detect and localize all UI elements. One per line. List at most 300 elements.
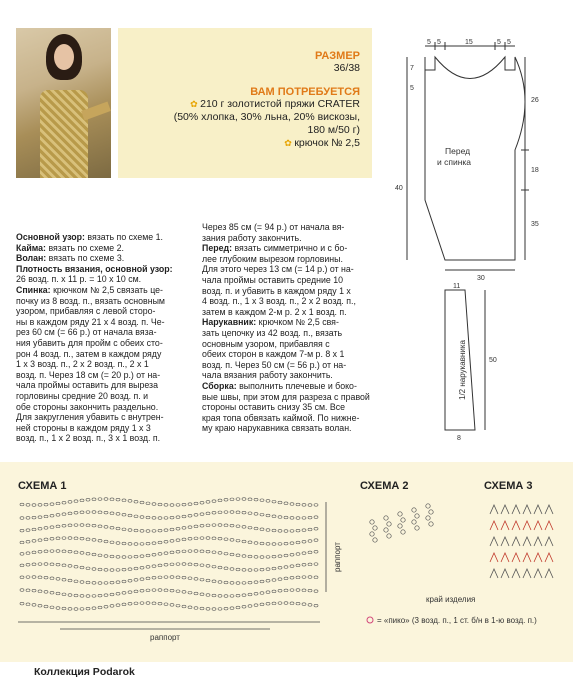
- chain-stitch-icon: [146, 554, 150, 557]
- chain-stitch-icon: [212, 537, 216, 540]
- chain-stitch-icon: [140, 555, 144, 558]
- chain-stitch-icon: [194, 563, 198, 566]
- chain-stitch-icon: [56, 607, 60, 610]
- chain-stitch-icon: [212, 580, 216, 583]
- chain-stitch-icon: [122, 542, 126, 545]
- chain-stitch-icon: [260, 603, 264, 606]
- instruction-line: Для закругления убавить с внутрен-: [16, 412, 164, 423]
- chain-stitch-icon: [68, 594, 72, 597]
- chain-stitch-icon: [20, 529, 24, 532]
- chain-stitch-icon: [272, 529, 276, 532]
- chain-stitch-icon: [429, 522, 433, 526]
- chain-stitch-icon: [86, 524, 90, 527]
- chain-stitch-icon: [68, 608, 72, 611]
- chain-stitch-icon: [56, 525, 60, 528]
- chain-stitch-icon: [290, 565, 294, 568]
- double-crochet-icon: [523, 521, 531, 530]
- chain-stitch-icon: [98, 582, 102, 585]
- chain-stitch-icon: [415, 514, 419, 518]
- chain-stitch-icon: [200, 593, 204, 596]
- chain-stitch-icon: [164, 517, 168, 520]
- chain-stitch-icon: [92, 568, 96, 571]
- double-crochet-icon: [545, 505, 553, 514]
- chain-stitch-icon: [272, 515, 276, 518]
- chain-stitch-icon: [152, 503, 156, 506]
- chain-stitch-icon: [140, 516, 144, 519]
- chain-stitch-icon: [62, 524, 66, 527]
- chain-stitch-icon: [266, 500, 270, 503]
- chain-stitch-icon: [188, 514, 192, 517]
- chain-stitch-icon: [80, 511, 84, 514]
- chain-stitch-icon: [278, 543, 282, 546]
- chain-stitch-icon: [182, 538, 186, 541]
- chain-stitch-icon: [426, 504, 430, 508]
- chain-stitch-icon: [80, 581, 84, 584]
- instruction-line: возд. п. и убавить в каждом ряду 1 х: [202, 285, 351, 296]
- double-crochet-icon: [545, 569, 553, 578]
- chain-stitch-icon: [218, 499, 222, 502]
- schema-3-title: СХЕМА 3: [484, 480, 533, 492]
- chain-stitch-icon: [314, 563, 318, 566]
- chain-stitch-icon: [266, 602, 270, 605]
- chain-stitch-icon: [314, 527, 318, 530]
- chain-stitch-icon: [164, 529, 168, 532]
- size-label: РАЗМЕР: [314, 50, 360, 62]
- chain-stitch-icon: [260, 528, 264, 531]
- chain-stitch-icon: [44, 515, 48, 518]
- size-value: 36/38: [333, 62, 360, 74]
- chain-stitch-icon: [158, 541, 162, 544]
- chain-stitch-icon: [266, 579, 270, 582]
- chain-stitch-icon: [212, 608, 216, 611]
- chain-stitch-icon: [170, 576, 174, 579]
- chain-stitch-icon: [62, 537, 66, 540]
- double-crochet-icon: [501, 505, 509, 514]
- instruction-line: ния убавить для пройм с обеих сто-: [16, 337, 163, 348]
- chain-stitch-icon: [290, 517, 294, 520]
- chain-stitch-icon: [74, 524, 78, 527]
- chain-stitch-icon: [68, 537, 72, 540]
- chain-stitch-icon: [278, 501, 282, 504]
- chain-stitch-icon: [134, 567, 138, 570]
- instruction-line: рон 4 возд. п., затем в каждом ряду: [16, 348, 162, 359]
- chain-stitch-icon: [98, 554, 102, 557]
- chain-stitch-icon: [176, 527, 180, 530]
- chain-stitch-icon: [92, 582, 96, 585]
- chain-stitch-icon: [248, 555, 252, 558]
- chain-stitch-icon: [170, 563, 174, 566]
- chain-stitch-icon: [134, 515, 138, 518]
- chain-stitch-icon: [122, 513, 126, 516]
- chain-stitch-icon: [272, 543, 276, 546]
- chain-stitch-icon: [176, 576, 180, 579]
- chain-stitch-icon: [284, 577, 288, 580]
- chain-stitch-icon: [26, 529, 30, 532]
- chain-stitch-icon: [92, 524, 96, 527]
- chain-stitch-icon: [74, 580, 78, 583]
- chain-stitch-icon: [272, 555, 276, 558]
- chain-stitch-icon: [170, 540, 174, 543]
- instruction-line: края топа обвязать каймой. По нижне-: [202, 412, 360, 423]
- chain-stitch-icon: [284, 516, 288, 519]
- chain-stitch-icon: [140, 578, 144, 581]
- chain-stitch-icon: [296, 517, 300, 520]
- chain-stitch-icon: [248, 593, 252, 596]
- double-crochet-icon: [545, 537, 553, 546]
- chain-stitch-icon: [302, 529, 306, 532]
- double-crochet-icon: [490, 569, 498, 578]
- chain-stitch-icon: [68, 579, 72, 582]
- chain-stitch-icon: [170, 528, 174, 531]
- schema-1-title: СХЕМА 1: [18, 480, 67, 492]
- chain-stitch-icon: [104, 511, 108, 514]
- chain-stitch-icon: [134, 602, 138, 605]
- chain-stitch-icon: [104, 526, 108, 529]
- chain-stitch-icon: [236, 568, 240, 571]
- chain-stitch-icon: [62, 550, 66, 553]
- chain-stitch-icon: [230, 524, 234, 527]
- chain-stitch-icon: [236, 539, 240, 542]
- double-crochet-icon: [512, 505, 520, 514]
- chain-stitch-icon: [32, 576, 36, 579]
- dim-right-2: 18: [531, 167, 539, 174]
- instruction-line: чала проймы оставить средние 10: [202, 274, 343, 285]
- chain-stitch-icon: [212, 594, 216, 597]
- dim-sleeve-len: 50: [489, 357, 497, 364]
- instruction-line: вые швы, при этом для разреза с правой: [202, 391, 370, 402]
- double-crochet-icon: [545, 521, 553, 530]
- dim-right-1: 26: [531, 97, 539, 104]
- instruction-line: му краю нарукавника связать волан.: [202, 423, 352, 434]
- edge-label: край изделия: [426, 595, 476, 604]
- chain-stitch-icon: [86, 511, 90, 514]
- chain-stitch-icon: [206, 537, 210, 540]
- chain-stitch-icon: [314, 590, 318, 593]
- chain-stitch-icon: [98, 568, 102, 571]
- chain-stitch-icon: [370, 520, 374, 524]
- chain-stitch-icon: [242, 582, 246, 585]
- dim-top-4: 5: [497, 39, 501, 46]
- instruction-line: Через 85 см (= 94 р.) от начала вя-: [202, 222, 345, 232]
- instruction-line: зания работу закончить.: [202, 232, 302, 243]
- chain-stitch-icon: [32, 516, 36, 519]
- chain-stitch-icon: [370, 532, 374, 536]
- chain-stitch-icon: [44, 503, 48, 506]
- chain-stitch-icon: [170, 589, 174, 592]
- dim-top-3: 15: [465, 39, 473, 46]
- instruction-line: почку из 8 возд. п., вязать основным: [16, 295, 165, 306]
- chain-stitch-icon: [26, 576, 30, 579]
- chain-stitch-icon: [218, 608, 222, 611]
- chain-stitch-icon: [128, 529, 132, 532]
- chain-stitch-icon: [128, 543, 132, 546]
- chain-stitch-icon: [182, 515, 186, 518]
- instruction-line: 4 возд. п., 1 х 3 возд. п., 2 х 2 возд. п.,: [202, 296, 356, 307]
- model-crochet-top: [40, 90, 88, 178]
- chain-stitch-icon: [398, 524, 402, 528]
- instruction-heading: Сборка:: [202, 380, 237, 391]
- chain-stitch-icon: [248, 569, 252, 572]
- chain-stitch-icon: [44, 591, 48, 594]
- chain-stitch-icon: [80, 499, 84, 502]
- chain-stitch-icon: [128, 602, 132, 605]
- chain-stitch-icon: [284, 566, 288, 569]
- chain-stitch-icon: [152, 589, 156, 592]
- chain-stitch-icon: [134, 555, 138, 558]
- dim-30: 30: [477, 275, 485, 282]
- chain-stitch-icon: [80, 537, 84, 540]
- chain-stitch-icon: [254, 592, 258, 595]
- double-crochet-icon: [534, 521, 542, 530]
- chain-stitch-icon: [308, 563, 312, 566]
- chain-stitch-icon: [176, 539, 180, 542]
- chain-stitch-icon: [188, 577, 192, 580]
- chain-stitch-icon: [236, 582, 240, 585]
- chain-stitch-icon: [74, 511, 78, 514]
- instruction-line: Нарукавник: крючком № 2,5 свя-: [202, 317, 339, 328]
- chain-stitch-icon: [44, 563, 48, 566]
- chain-stitch-icon: [314, 604, 318, 607]
- yarn-line-1: ✿ 210 г золотистой пряжи CRATER: [190, 98, 360, 110]
- chain-stitch-icon: [32, 540, 36, 543]
- chain-stitch-icon: [164, 540, 168, 543]
- chain-stitch-icon: [74, 551, 78, 554]
- chain-stitch-icon: [158, 517, 162, 520]
- chain-stitch-icon: [80, 595, 84, 598]
- chain-stitch-icon: [164, 552, 168, 555]
- chain-stitch-icon: [116, 604, 120, 607]
- chain-stitch-icon: [134, 529, 138, 532]
- instruction-heading: Кайма:: [16, 242, 46, 253]
- chain-stitch-icon: [254, 542, 258, 545]
- chain-stitch-icon: [296, 576, 300, 579]
- chain-stitch-icon: [98, 498, 102, 501]
- chain-stitch-icon: [242, 555, 246, 558]
- chain-stitch-icon: [302, 603, 306, 606]
- chain-stitch-icon: [272, 602, 276, 605]
- chain-stitch-icon: [182, 527, 186, 530]
- size-block: [315, 50, 360, 75]
- chain-stitch-icon: [254, 527, 258, 530]
- sleeve-label: 1/2 нарукавника: [458, 340, 467, 400]
- chain-stitch-icon: [284, 554, 288, 557]
- chain-stitch-icon: [104, 605, 108, 608]
- chain-stitch-icon: [200, 607, 204, 610]
- chain-stitch-icon: [260, 499, 264, 502]
- chain-stitch-icon: [236, 525, 240, 528]
- instruction-line: 26 возд. п. х 11 р. = 10 х 10 см.: [16, 274, 142, 285]
- instruction-line: возд. п. Через 50 см (= 56 р.) от на-: [202, 359, 347, 370]
- dim-top-1: 5: [427, 39, 431, 46]
- chain-stitch-icon: [284, 589, 288, 592]
- chain-stitch-icon: [218, 552, 222, 555]
- chain-stitch-icon: [62, 501, 66, 504]
- double-crochet-icon: [512, 537, 520, 546]
- schema-3-stitches: [490, 505, 553, 578]
- chain-stitch-icon: [236, 606, 240, 609]
- chain-stitch-icon: [110, 593, 114, 596]
- chain-stitch-icon: [230, 511, 234, 514]
- chain-stitch-icon: [122, 556, 126, 559]
- yarn-line-2: (50% хлопка, 30% льна, 20% вискозы,: [173, 111, 360, 123]
- chain-stitch-icon: [74, 565, 78, 568]
- chain-stitch-icon: [302, 552, 306, 555]
- chain-stitch-icon: [218, 581, 222, 584]
- chain-stitch-icon: [44, 527, 48, 530]
- chain-stitch-icon: [140, 566, 144, 569]
- chain-stitch-icon: [116, 542, 120, 545]
- chain-stitch-icon: [122, 568, 126, 571]
- chain-stitch-icon: [308, 504, 312, 507]
- chain-stitch-icon: [176, 550, 180, 553]
- instruction-line: стороны оставить снизу 35 см. Все: [202, 402, 346, 413]
- chain-stitch-icon: [314, 550, 318, 553]
- chain-stitch-icon: [194, 607, 198, 610]
- chain-stitch-icon: [200, 513, 204, 516]
- chain-stitch-icon: [38, 527, 42, 530]
- double-crochet-icon: [501, 553, 509, 562]
- chain-stitch-icon: [98, 511, 102, 514]
- instruction-heading: Перед:: [202, 243, 232, 254]
- chain-stitch-icon: [290, 503, 294, 506]
- instruction-line: зать цепочку из 42 возд. п., вязать: [202, 327, 343, 338]
- double-crochet-icon: [490, 553, 498, 562]
- chain-stitch-icon: [158, 589, 162, 592]
- chain-stitch-icon: [146, 530, 150, 533]
- instruction-line: Основной узор: вязать по схеме 1.: [16, 232, 163, 242]
- chain-stitch-icon: [308, 551, 312, 554]
- chain-stitch-icon: [200, 550, 204, 553]
- chain-stitch-icon: [92, 511, 96, 514]
- chain-stitch-icon: [266, 568, 270, 571]
- chain-stitch-icon: [164, 589, 168, 592]
- chain-stitch-icon: [224, 498, 228, 501]
- chain-stitch-icon: [62, 564, 66, 567]
- chain-stitch-icon: [86, 607, 90, 610]
- instruction-line: чала проймы оставить для выреза: [16, 380, 158, 391]
- chain-stitch-icon: [146, 566, 150, 569]
- instruction-heading: Нарукавник:: [202, 317, 257, 328]
- chain-stitch-icon: [32, 589, 36, 592]
- chain-stitch-icon: [242, 605, 246, 608]
- chain-stitch-icon: [248, 541, 252, 544]
- schema-2-stitches: [370, 504, 433, 542]
- chain-stitch-icon: [158, 602, 162, 605]
- chain-stitch-icon: [50, 526, 54, 529]
- double-crochet-icon: [523, 553, 531, 562]
- chain-stitch-icon: [290, 602, 294, 605]
- instructions-right-column: [202, 222, 380, 434]
- chain-stitch-icon: [254, 498, 258, 501]
- chain-stitch-icon: [236, 594, 240, 597]
- chain-stitch-icon: [26, 563, 30, 566]
- double-crochet-icon: [534, 569, 542, 578]
- chain-stitch-icon: [116, 527, 120, 530]
- chain-stitch-icon: [32, 528, 36, 531]
- chain-stitch-icon: [134, 579, 138, 582]
- chain-stitch-icon: [140, 543, 144, 546]
- chain-stitch-icon: [224, 524, 228, 527]
- chain-stitch-icon: [308, 576, 312, 579]
- chain-stitch-icon: [200, 564, 204, 567]
- instruction-line: лее глубоким вырезом горловины.: [202, 253, 343, 264]
- chain-stitch-icon: [272, 500, 276, 503]
- chain-stitch-icon: [260, 556, 264, 559]
- chain-stitch-icon: [68, 550, 72, 553]
- instruction-line: Перед: вязать симметрично и с бо-: [202, 243, 348, 254]
- chain-stitch-icon: [182, 503, 186, 506]
- dim-right-3: 35: [531, 221, 539, 228]
- chain-stitch-icon: [224, 567, 228, 570]
- instruction-line: Сборка: выполнить плечевые и боко-: [202, 380, 357, 391]
- chain-stitch-icon: [92, 607, 96, 610]
- chain-stitch-icon: [176, 516, 180, 519]
- chain-stitch-icon: [284, 602, 288, 605]
- chain-stitch-icon: [387, 534, 391, 538]
- double-crochet-icon: [534, 505, 542, 514]
- chain-stitch-icon: [278, 602, 282, 605]
- chain-stitch-icon: [302, 563, 306, 566]
- chain-stitch-icon: [20, 602, 24, 605]
- chain-stitch-icon: [278, 530, 282, 533]
- chain-stitch-icon: [242, 594, 246, 597]
- body-label-1: Перед: [445, 146, 471, 156]
- chain-stitch-icon: [302, 517, 306, 520]
- instruction-heading: Плотность вязания, основной узор:: [16, 263, 173, 274]
- chain-stitch-icon: [302, 540, 306, 543]
- chain-stitch-icon: [308, 516, 312, 519]
- chain-stitch-icon: [296, 564, 300, 567]
- model-face: [54, 44, 74, 70]
- chain-stitch-icon: [302, 576, 306, 579]
- chain-stitch-icon: [80, 608, 84, 611]
- yarn-line-3: 180 м/50 г): [307, 124, 360, 136]
- chain-stitch-icon: [206, 594, 210, 597]
- chain-stitch-icon: [182, 550, 186, 553]
- chain-stitch-icon: [68, 501, 72, 504]
- chain-stitch-icon: [110, 512, 114, 515]
- chain-stitch-icon: [206, 579, 210, 582]
- chain-stitch-icon: [170, 551, 174, 554]
- picot-icon: [367, 617, 373, 623]
- chain-stitch-icon: [308, 604, 312, 607]
- chain-stitch-icon: [206, 550, 210, 553]
- chain-stitch-icon: [248, 605, 252, 608]
- chain-stitch-icon: [146, 589, 150, 592]
- chain-stitch-icon: [62, 607, 66, 610]
- instruction-line: 1 х 3 возд. п., 2 х 2 возд. п., 2 х 1: [16, 359, 149, 370]
- chain-stitch-icon: [20, 541, 24, 544]
- chain-stitch-icon: [98, 525, 102, 528]
- chain-stitch-icon: [182, 591, 186, 594]
- chain-stitch-icon: [26, 603, 30, 606]
- chain-stitch-icon: [50, 503, 54, 506]
- chain-stitch-icon: [32, 604, 36, 607]
- chain-stitch-icon: [104, 582, 108, 585]
- chain-stitch-icon: [26, 589, 30, 592]
- chain-stitch-icon: [56, 563, 60, 566]
- double-crochet-icon: [501, 521, 509, 530]
- materials-panel: [118, 28, 372, 178]
- chain-stitch-icon: [140, 501, 144, 504]
- chain-stitch-icon: [128, 579, 132, 582]
- star-icon: ✿: [190, 99, 201, 109]
- chain-stitch-icon: [373, 538, 377, 542]
- chain-stitch-icon: [38, 539, 42, 542]
- chain-stitch-icon: [302, 589, 306, 592]
- chain-stitch-icon: [20, 517, 24, 520]
- chain-stitch-icon: [92, 539, 96, 542]
